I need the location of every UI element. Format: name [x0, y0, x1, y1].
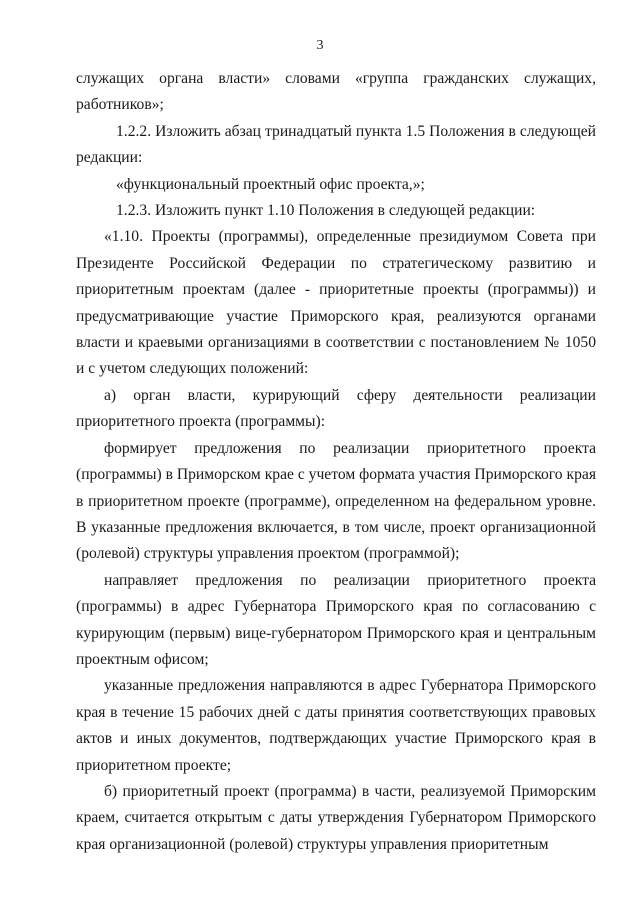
paragraph: 1.2.3. Изложить пункт 1.10 Положения в следующей редакции: [116, 202, 536, 220]
paragraph: направляет предложения по реализации приоритетного проекта (программы) в адрес Губернатора Приморского края по согласованию с курирующим (первым) вице-губернатором Приморского края и центральным проектным офисом; [76, 571, 596, 668]
paragraph: формирует предложения по реализации приоритетного проекта (программы) в Приморском крае с учетом формата участия Приморского края в приоритетном проекте (программе), определенном на федеральном уровне. В указанные предложения включается, в том числе, проект организационной (ролевой) структуры управления проектом (программой); [76, 439, 596, 563]
paragraph: а) орган власти, курирующий сферу деятельности реализации приоритетного проекта (программы): [76, 386, 596, 431]
paragraph: указанные предложения направляются в адрес Губернатора Приморского края в течение 15 рабочих дней с даты принятия соответствующих правовых актов и иных документов, подтверждающих участие Приморского края в приоритетном проекте; [76, 677, 596, 774]
paragraph: служащих органа власти» словами «группа гражданских служащих, работников»; [76, 70, 596, 114]
page-number: 3 [316, 38, 324, 53]
paragraph: «функциональный проектный офис проекта,»; [116, 175, 425, 193]
paragraph: 1.2.2. Изложить абзац тринадцатый пункта 1.5 Положения в следующей редакции: [76, 122, 596, 167]
document-body [76, 66, 596, 858]
paragraph: «1.10. Проекты (программы), определенные президиумом Совета при Президенте Российской Федерации по стратегическому развитию и приоритетным проектам (далее - приоритетные проекты (программы)) и предусматривающие участие Приморского края, реализуются органами власти и краевыми организациями в соответствии с постановлением № 1050 и с учетом следующих положений: [76, 228, 596, 378]
paragraph: б) приоритетный проект (программа) в части, реализуемой Приморским краем, считается открытым с даты утверждения Губернатором Приморского края организационной (ролевой) структуры управления приоритетным [76, 782, 596, 853]
